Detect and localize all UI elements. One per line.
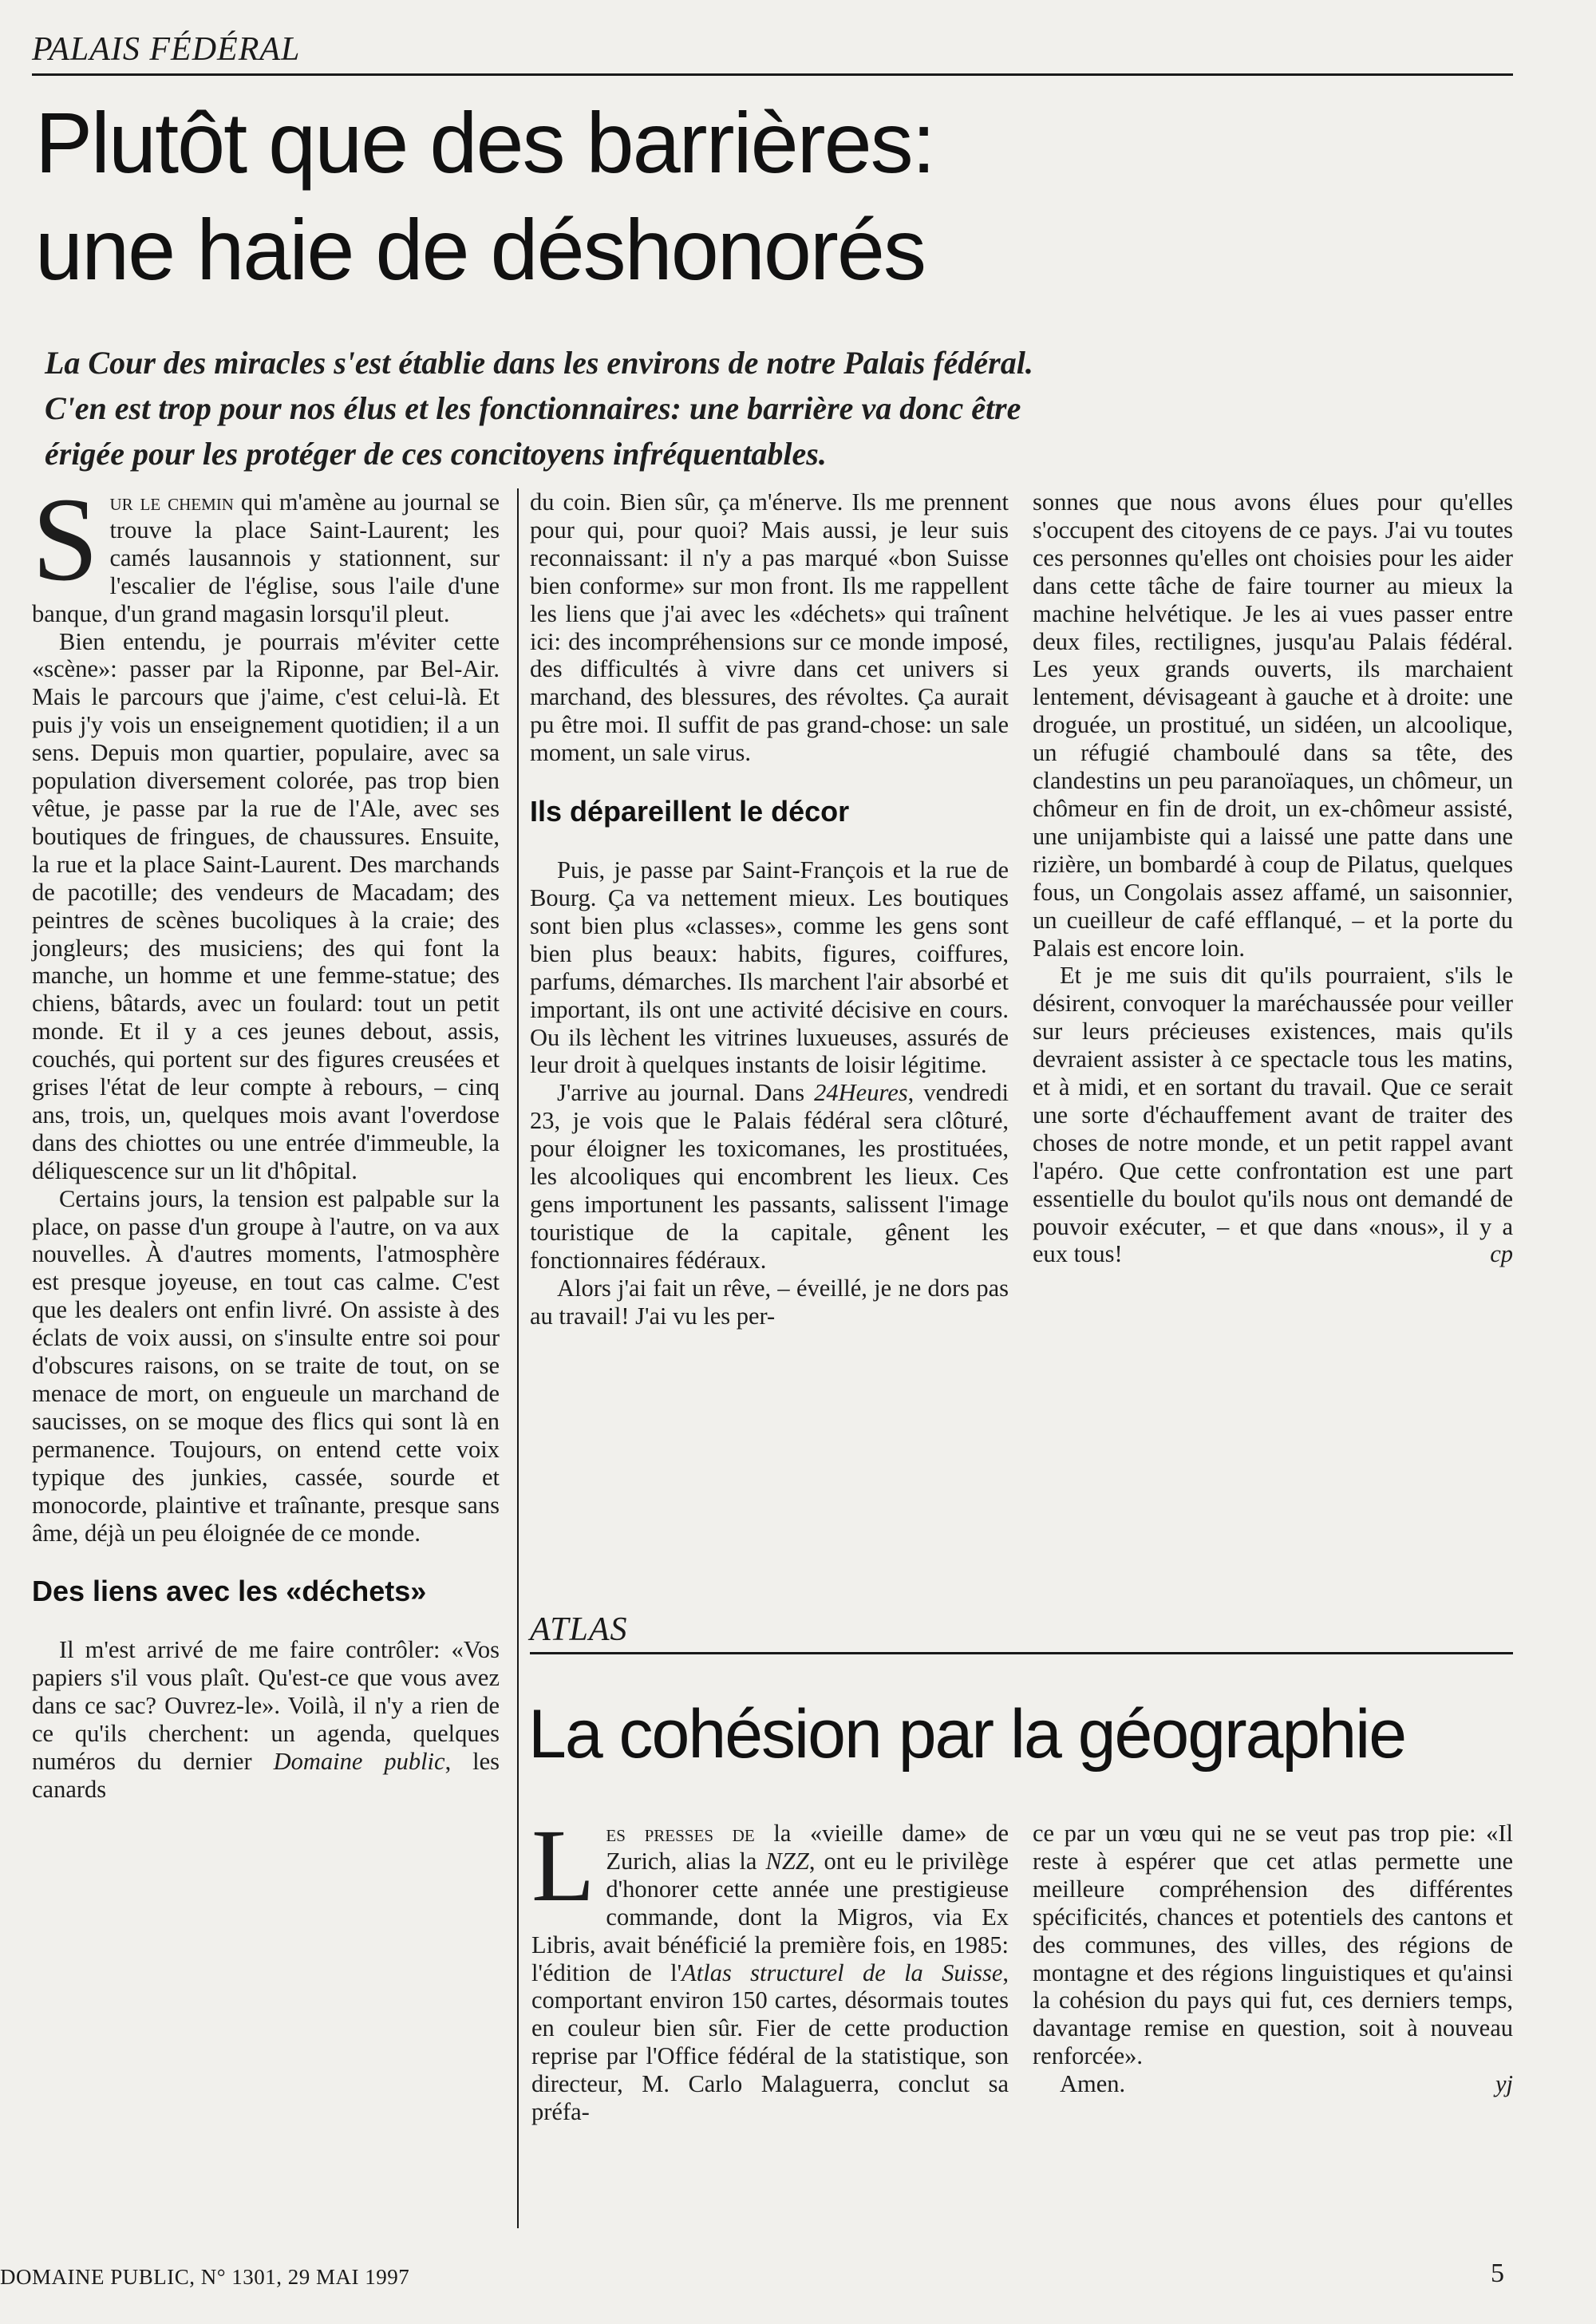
paragraph: Certains jours, la tension est palpable sur la place, on passe d'un groupe à l'autre, on va aux nouvelles. À d'autres moments, l'atmosphère est presque joyeuse, en tout cas calme. C'est que les dealers ont enfin livré. On assiste à des éclats de voix aussi, on s'insulte entre soi pour d'obscures raisons, on se traite de tout, on se menace de mort, on engueule un marchand de saucisses, on se moque des flics qui sont là en permanence. Toujours, on entend cette voix typique des junkies, cassée, sourde et monocorde, plaintive et traînante, presque sans âme, déjà un peu éloignée de ce monde. bbox=[32, 1184, 500, 1547]
atlas-column-1 bbox=[531, 1808, 1009, 2126]
atlas-rule bbox=[530, 1652, 1513, 1654]
paragraph-text: la «vieille dame» de Zurich, alias la bbox=[606, 1820, 1009, 1875]
section-label-atlas: ATLAS bbox=[530, 1611, 628, 1648]
paragraph bbox=[531, 1808, 1009, 2126]
paragraph bbox=[32, 1636, 500, 1803]
paragraph-text: Il m'est arrivé de me faire contrôler: «Vos papiers s'il vous plaît. Qu'est-ce que vous avez dans ce sac? Ouvrez-le». Voilà, il n'y a rien de ce qu'ils cherchent: un agenda, quelques numéros du dernier bbox=[32, 1636, 500, 1776]
paragraph-text: , comportant environ 150 cartes, désormais toutes en couleur bien sûr. Fier de cette production reprise par l'Office fédéral de la statistique, son directeur, M. Carlo Malaguerra, conclut sa préfa- bbox=[531, 1958, 1009, 2126]
dropcap: L bbox=[531, 1808, 595, 1923]
signature-cp: cp bbox=[1490, 1240, 1513, 1268]
main-headline bbox=[35, 89, 934, 303]
paragraph: Puis, je passe par Saint-François et la rue de Bourg. Ça va nettement mieux. Les boutiques sont bien plus «classes», comme les gens sont bien plus beaux: habits, figures, coiffures, parfums, démarches. Ils marchent l'air absorbé et important, ils ont une activité décisive en cours. Ou ils lèchent les vitrines luxueuses, assurés de leur droit à quelques instants de loisir légitime. bbox=[530, 856, 1009, 1079]
header-rule bbox=[32, 73, 1513, 76]
lead-line-3: érigée pour les protéger de ces concitoyens infréquentables. bbox=[45, 436, 827, 472]
paragraph bbox=[530, 1079, 1009, 1274]
main-headline-line-2: une haie de déshonorés bbox=[35, 201, 925, 298]
main-column-1 bbox=[32, 473, 500, 1804]
footer-publication: DOMAINE PUBLIC, N° 1301, 29 MAI 1997 bbox=[0, 2265, 410, 2289]
paragraph: Bien entendu, je pourrais m'éviter cette «scène»: passer par la Riponne, par Bel-Air. Mais le parcours que j'aime, c'est celui-là. Et puis j'y vois un enseignement quotidien; il a un sens. Depuis mon quartier, populaire, avec sa population diversement colorée, pas trop bien vêtue, je passe par la rue de l'Ale, avec ses boutiques de fringues, de chaussures. Ensuite, la rue et la place Saint-Laurent. Des marchands de pacotille; des vendeurs de Macadam; des peintres de scènes bucoliques à la craie; des jongleurs; des musiciens; des qui font la manche, un homme et une femme-statue; des chiens, bâtards, avec un foulard: tout un petit monde. Et il y a ces jeunes debout, assis, couchés, qui portent sur des figures creusées et grises l'état de leur compte à rebours, – cinq ans, trois, un, quelques mois avant l'overdose dans des chiottes ou une entrée d'immeuble, la déliquescence sur un lit d'hôpital. bbox=[32, 627, 500, 1184]
paragraph: sonnes que nous avons élues pour qu'elles s'occupent des citoyens de ce pays. J'ai vu toutes ces personnes qu'elles ont choisies pour les aider dans cette tâche de faire tourner au mieux la machine helvétique. Je les ai vues passer entre deux files, rectilignes, jusqu'au Palais fédéral. Les yeux grands ouverts, ils marchaient lentement, dévisageant à gauche et à droite: une droguée, un prostitué, un sidéen, un alcoolique, un réfugié chamboulé dans sa tête, des clandestins un peu paranoïaques, un chômeur, un chômeur en fin de droit, un ex-chômeur assisté, une unijambiste qui a laissé une patte dans une rizière, un bombardé à coup de Pilatus, quelques fous, un Congolais assez affamé, un saisonnier, un cueilleur de café efflanqué, – et la porte du Palais est encore loin. bbox=[1033, 488, 1513, 962]
paragraph: Amen. bbox=[1060, 2070, 1126, 2098]
italic-title: Atlas structurel de la Suisse bbox=[681, 1958, 1003, 1986]
lead-line-2: C'en est trop pour nos élus et les fonctionnaires: une barrière va donc être bbox=[45, 390, 1021, 426]
paragraph: ce par un vœu qui ne se veut pas trop pie: «Il reste à espérer que cet atlas permette une meilleure compréhension des différentes spécificités, chances et potentiels des cantons et des communes, des villes, des régions de montagne et des régions linguistiques et qu'ainsi la cohésion du pays qui fut, ces derniers temps, davantage remise en question, soit à nouveau renforcée». bbox=[1033, 1820, 1513, 2070]
page-number: 5 bbox=[1491, 2259, 1504, 2288]
paragraph-text: J'arrive au journal. Dans bbox=[557, 1079, 815, 1107]
italic-title: 24Heures bbox=[814, 1079, 908, 1107]
paragraph: du coin. Bien sûr, ça m'énerve. Ils me prennent pour qui, pour quoi? Mais aussi, je leur suis reconnaissant: il n'y a pas marqué «bon Suisse bien conforme» sur mon front. Ils me rappellent les liens que j'ai avec les «déchets» qui traînent ici: des incompréhensions sur ce monde imposé, des difficultés à vivre dans cet univers si marchand, des blessures, des révoltes. Ça aurait pu être moi. Il suffit de pas grand-chose: un sale moment, un sale virus. bbox=[530, 488, 1009, 767]
paragraph: Et je me suis dit qu'ils pourraient, s'ils le désirent, convoquer la maréchaussée pour veiller sur leurs précieuses existences, mais qu'ils devraient assister à ce spectacle tous les matins, et à midi, et en sortant du travail. Que ce serait une sorte d'échauffement avant de traiter des choses de notre monde, et un petit rappel avant l'apéro. Que cette confrontation est une part essentielle du boulot qu'ils nous ont demandé de pouvoir exécuter, – et que dans «nous», il y a eux tous! bbox=[1033, 962, 1513, 1268]
smallcaps-opening: es presses de bbox=[606, 1820, 755, 1847]
lead-paragraph bbox=[45, 340, 1513, 476]
column-rule-left bbox=[517, 488, 519, 2228]
paragraph-text: qui m'amène au journal se trouve la place Saint-Laurent; les camés lausannois y stationnent, sur l'escalier de l'église, sous l'aile d'une banque, d'un grand magasin lorsqu'il pleut. bbox=[32, 488, 500, 627]
subhead-decor: Ils dépareillent le décor bbox=[530, 795, 850, 828]
dropcap: S bbox=[32, 473, 99, 606]
section-label-palais: PALAIS FÉDÉRAL bbox=[32, 31, 301, 68]
main-headline-line-1: Plutôt que des barrières: bbox=[35, 94, 934, 191]
paragraph: Alors j'ai fait un rêve, – éveillé, je ne dors pas au travail! J'ai vu les per- bbox=[530, 1274, 1009, 1330]
main-column-3 bbox=[1033, 488, 1513, 1268]
main-column-2 bbox=[530, 488, 1009, 1330]
subhead-dechets: Des liens avec les «déchets» bbox=[32, 1575, 427, 1608]
atlas-headline: La cohésion par la géographie bbox=[528, 1696, 1406, 1773]
paragraph-text: , vendredi 23, je vois que le Palais fédéral sera clôturé, pour éloigner les toxicomanes, les prostituées, les alcooliques qui encombrent les lieux. Ces gens importunent les passants, salissent l'image touristique de la capitale, gênent les fonctionnaires fédéraux. bbox=[530, 1079, 1009, 1274]
lead-line-1: La Cour des miracles s'est établie dans les environs de notre Palais fédéral. bbox=[45, 345, 1033, 381]
paragraph-text: , ont eu le privilège d'honorer cette année une prestigieuse commande, dont la Migros, via Ex Libris, avait bénéficié la première fois, en 1985: l'édition de l' bbox=[531, 1847, 1009, 1986]
signature-yj: yj bbox=[1495, 2070, 1513, 2098]
italic-title: Domaine public bbox=[273, 1748, 445, 1776]
italic-title: NZZ bbox=[765, 1847, 809, 1875]
smallcaps-opening: ur le chemin bbox=[109, 488, 234, 516]
atlas-column-2 bbox=[1033, 1820, 1513, 2098]
paragraph bbox=[32, 473, 500, 628]
paragraph-text: , les canards bbox=[32, 1748, 500, 1803]
